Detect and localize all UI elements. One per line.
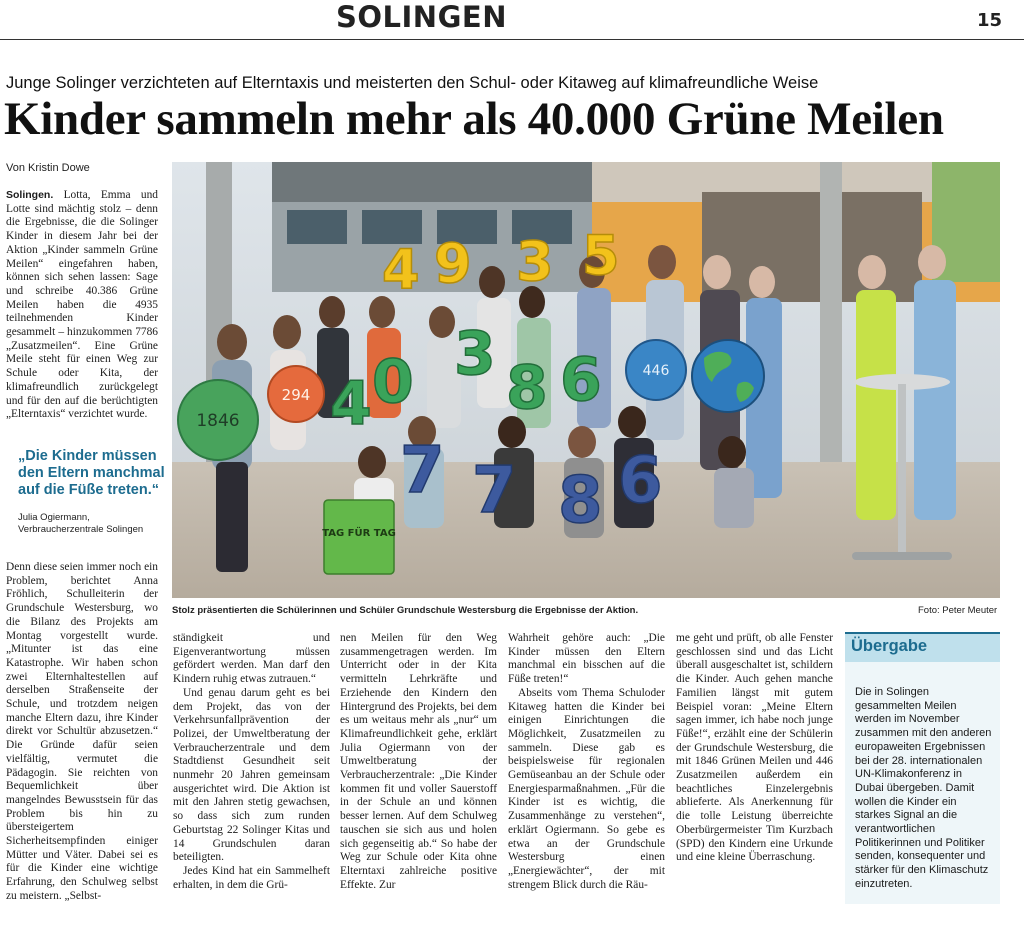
paragraph: Abseits vom Thema Schuloder Kitaweg hatten die Kinder bei einigen Einrichtungen die Möglichkeit, Zusatzmeilen zu sammeln. Diese gab es beispielsweise für regionalen Gemüseanbau an der Schule oder Energiesparmaßnahmen. „Für die Kinder ist es wichtig, die Zusammenhänge zu verstehen“, erklärt Ogiermann. So gebe es etwa an der Grundschule Westersburg einen „Energiewächter“, der mit strengem Blick durch die Räu- (508, 686, 665, 891)
paragraph: Jedes Kind hat ein Sammelheft erhalten, in dem die Grü- (173, 864, 330, 891)
paragraph: Wahrheit gehöre auch: „Die Kinder müssen den Eltern manchmal ein bisschen auf die Füße treten!“ (508, 632, 665, 686)
article-headline: Kinder sammeln mehr als 40.000 Grüne Meilen (4, 93, 944, 145)
article-photo (172, 162, 1000, 598)
sign-top-4: 5 (582, 224, 620, 287)
photo-credit: Foto: Peter Meuter (918, 605, 998, 616)
sign-mid-1: 4 (330, 369, 372, 439)
section-title: SOLINGEN (336, 0, 507, 34)
sign-top-3: 3 (516, 230, 554, 293)
sign-mid-4: 8 (506, 353, 548, 423)
sign-top-2: 9 (434, 232, 472, 295)
article-kicker: Junge Solinger verzichteten auf Elterntaxis und meisterten den Schul- oder Kitaweg auf klimafreundliche Weise (6, 74, 819, 92)
sign-top-1: 4 (382, 238, 420, 301)
article-column-1 (6, 561, 158, 904)
paragraph: Denn diese seien immer noch ein Problem, berichtet Anna Fröhlich, Schulleiterin der Grundschule Westersburg, wo die Bilanz des Projekts am Montag vorgestellt wurde. „Mitunter ist das eine Katastrophe. Wir haben schon zwei Elternhaltestellen auf derselben Straßenseite der Schule, und trotzdem neigen manche Eltern dazu, ihre Kinder direkt vor Schultür abzusetzen.“ Die Gründe dafür seien vielfältig, vermutet die Pädagogin. Sie reichten von Bequemlichkeit über mangelndes Bewusstsein für das Problem bis hin zu übersteigertem Sicherheitsempfinden einiger Mütter und Väter. Dabei sei es für die Kinder eine wichtige Erfahrung, den Schulweg selbst zu meistern. „Selbst- (6, 561, 158, 902)
circle-blue-label: 446 (642, 363, 670, 379)
circle-orange-label: 294 (281, 386, 311, 404)
quote-name: Julia Ogiermann, (18, 512, 90, 523)
paragraph: ständigkeit und Eigenverantwortung müssen gefördert werden. Man darf den Kindern ruhig etwas zutrauen.“ (173, 632, 330, 686)
sign-bottom-4: 6 (618, 444, 663, 518)
article-column-3 (340, 632, 497, 892)
quote-attribution (18, 512, 168, 536)
article-column-5 (676, 632, 833, 865)
sign-mid-5: 6 (560, 345, 602, 415)
paragraph: me geht und prüft, ob alle Fenster geschlossen sind und das Licht überall ausgeschaltet ist, schildern die Kinder. Auch gehen manche Familien längst mit gutem Beispiel voran: „Meine Eltern sagen immer, ich habe noch junge Füße!“, erzählt eine der Schülerin der Grundschule Westersburg, die mit 1846 Grünen Meilen und 446 Zusatzmeilen außerdem ein beachtliches Einzelergebnis ablieferte. Als Anerkennung für die tolle Leistung überreichte Oberbürgermeister Tim Kurzbach (SPD) den Kindern eine Urkunde und eine kleine Überraschung. (676, 632, 833, 864)
article-column-1-intro (6, 189, 158, 422)
sign-bottom-3: 8 (558, 464, 603, 538)
page-number: 15 (977, 10, 1003, 31)
article-column-2 (173, 632, 330, 892)
intro-text: Lotta, Emma und Lotte sind mächtig stolz – denn die Ergebnisse, die die Solinger Kinder in diesem Jahr bei der Aktion „Kinder sammeln Grüne Meilen“ eingefahren haben, können sich sehen lassen: Sage und schreibe 40.386 Grüne Meilen haben die 4935 teilnehmenden Kinder gesammelt – hinzukommen 7786 „Zusatzmeilen“. Eine Grüne Meile steht für einen Weg zur Schule oder Kita, der klimafreundlich zurückgelegt und für den auf die berüchtigten „Elterntaxis“ verzichtet wurde. (6, 189, 158, 421)
info-box (845, 632, 1000, 904)
pull-quote: „Die Kinder müssen den Eltern manchmal auf die Füße treten.“ (18, 448, 165, 498)
board-label: TAG FÜR TAG (322, 528, 396, 539)
paragraph: Und genau darum geht es bei dem Projekt, das von der Verkehrsunfallprävention der Polizei, der Umweltberatung der Verbraucherzentrale und dem Stadtdienst Gesundheit seit nunmehr 20 Jahren gemeinsam ausgerichtet wird. Die Aktion ist mit den Jahren stetig gewachsen, so dass sich zum runden Geburtstag 22 Solinger Kitas und 14 Grundschulen daran beteiligten. (173, 686, 330, 864)
sign-mid-3: 3 (454, 319, 496, 389)
photo-illustration (172, 162, 1000, 598)
sign-bottom-2: 7 (472, 454, 517, 528)
info-box-title: Übergabe (845, 632, 1000, 662)
sign-mid-2: 0 (372, 347, 414, 417)
dateline: Solingen. (6, 189, 54, 201)
byline: Von Kristin Dowe (6, 162, 90, 174)
info-box-text: Die in Solingen gesammelten Meilen werden im November zusammen mit den anderen europaweiten Ergebnissen bei der 28. internationalen UN-Klimakonferenz in Dubai übergeben. Damit wollen die Kinder ein starkes Signal an die verantwortlichen Politikerinnen und Politiker senden, konsequenter und stärker für den Klimaschutz einzutreten. (855, 686, 992, 890)
paragraph: nen Meilen für den Weg zusammengetragen werden. Im Unterricht oder in der Kita vermitteln Lehrkräfte und Erziehende den Kindern den Hintergrund des Projekts, bei dem es um weitaus mehr als „nur“ um Klimafreundlichkeit gehe, erklärt Julia Ogiermann von der Umweltberatung der Verbraucherzentrale: „Die Kinder kommen fit und voller Sauerstoff in der Schule an und können besser lernen. Auf dem Schulweg tauschen sie sich aus und holen sich gegenseitig ab.“ So habe der Weg zur Schule oder Kita ohne Elterntaxi zahlreiche positive Effekte. Zur (340, 632, 497, 891)
photo-caption: Stolz präsentierten die Schülerinnen und Schüler Grundschule Westersburg die Ergebnisse der Aktion. (172, 605, 639, 616)
sign-bottom-1: 7 (400, 434, 445, 508)
section-header (0, 0, 1024, 40)
quote-role: Verbraucherzentrale Solingen (18, 524, 144, 535)
circle-green-label: 1846 (196, 411, 240, 431)
article-column-4 (508, 632, 665, 892)
